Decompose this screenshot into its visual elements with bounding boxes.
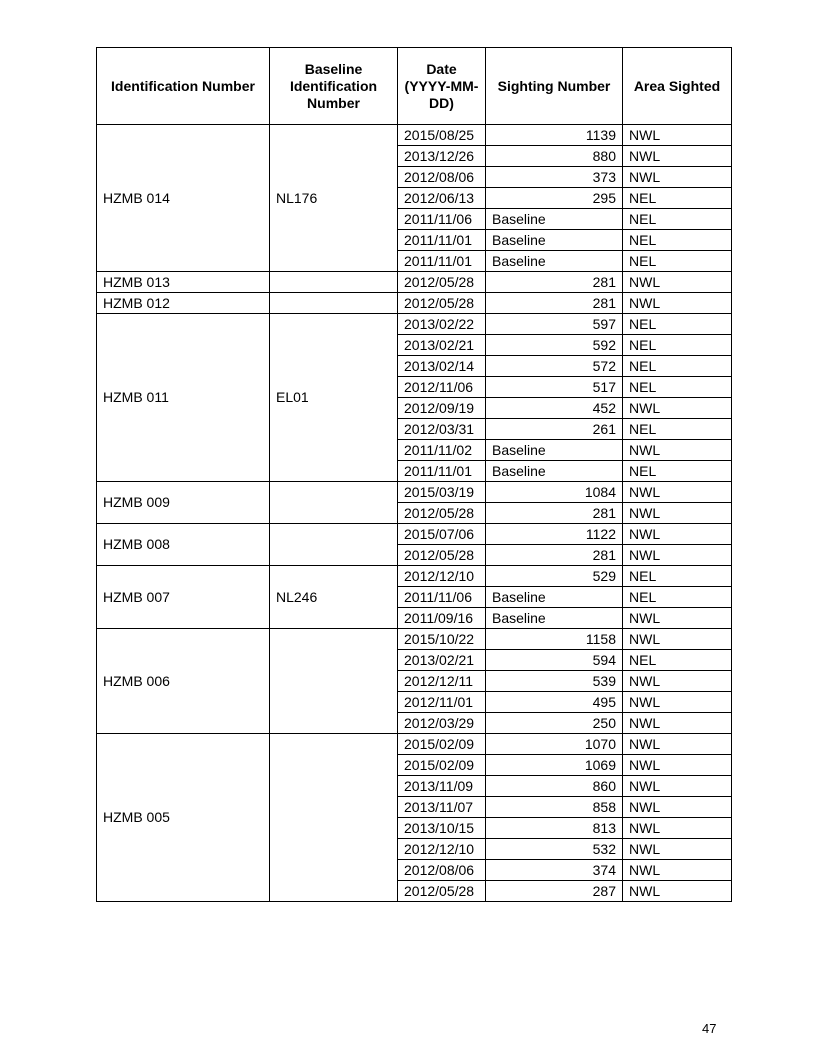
area-sighted-cell: NEL [623, 461, 732, 482]
area-sighted-cell: NEL [623, 356, 732, 377]
area-sighted-cell: NEL [623, 419, 732, 440]
baseline-identification-cell [270, 482, 398, 524]
date-cell: 2013/02/22 [398, 314, 486, 335]
sighting-number-cell: Baseline [486, 608, 623, 629]
sighting-number-cell: 281 [486, 293, 623, 314]
area-sighted-cell: NEL [623, 209, 732, 230]
date-cell: 2012/09/19 [398, 398, 486, 419]
area-sighted-cell: NWL [623, 293, 732, 314]
area-sighted-cell: NWL [623, 860, 732, 881]
date-cell: 2012/03/29 [398, 713, 486, 734]
area-sighted-cell: NEL [623, 335, 732, 356]
table-row [97, 272, 732, 293]
area-sighted-cell: NEL [623, 377, 732, 398]
identification-number-cell: HZMB 007 [97, 566, 270, 629]
sighting-number-cell: 373 [486, 167, 623, 188]
date-cell: 2013/02/21 [398, 650, 486, 671]
date-cell: 2013/11/09 [398, 776, 486, 797]
sighting-number-cell: Baseline [486, 587, 623, 608]
sighting-number-cell: 858 [486, 797, 623, 818]
date-cell: 2012/06/13 [398, 188, 486, 209]
identification-number-cell: HZMB 009 [97, 482, 270, 524]
sighting-number-cell: Baseline [486, 209, 623, 230]
table-row [97, 629, 732, 650]
baseline-identification-cell [270, 629, 398, 734]
baseline-identification-cell: NL176 [270, 125, 398, 272]
baseline-identification-cell [270, 293, 398, 314]
sighting-number-cell: Baseline [486, 251, 623, 272]
area-sighted-cell: NWL [623, 524, 732, 545]
baseline-identification-cell [270, 734, 398, 902]
area-sighted-cell: NEL [623, 566, 732, 587]
area-sighted-cell: NWL [623, 482, 732, 503]
sighting-number-cell: Baseline [486, 440, 623, 461]
sighting-number-cell: 1070 [486, 734, 623, 755]
area-sighted-cell: NWL [623, 713, 732, 734]
area-sighted-cell: NWL [623, 881, 732, 902]
sighting-number-cell: 539 [486, 671, 623, 692]
sighting-number-cell: 592 [486, 335, 623, 356]
date-cell: 2011/09/16 [398, 608, 486, 629]
table-row [97, 524, 732, 545]
sighting-number-cell: 532 [486, 839, 623, 860]
date-cell: 2012/03/31 [398, 419, 486, 440]
area-sighted-cell: NWL [623, 776, 732, 797]
date-cell: 2012/05/28 [398, 881, 486, 902]
header-area-sighted: Area Sighted [623, 48, 732, 125]
sighting-number-cell: 860 [486, 776, 623, 797]
sighting-number-cell: 261 [486, 419, 623, 440]
area-sighted-cell: NWL [623, 629, 732, 650]
sighting-number-cell: 813 [486, 818, 623, 839]
date-cell: 2011/11/01 [398, 461, 486, 482]
sighting-number-cell: 517 [486, 377, 623, 398]
date-cell: 2015/02/09 [398, 734, 486, 755]
date-cell: 2012/05/28 [398, 293, 486, 314]
date-cell: 2012/12/10 [398, 566, 486, 587]
area-sighted-cell: NEL [623, 587, 732, 608]
date-cell: 2012/12/11 [398, 671, 486, 692]
identification-number-cell: HZMB 014 [97, 125, 270, 272]
date-cell: 2013/10/15 [398, 818, 486, 839]
date-cell: 2013/11/07 [398, 797, 486, 818]
sighting-number-cell: 452 [486, 398, 623, 419]
area-sighted-cell: NEL [623, 650, 732, 671]
baseline-identification-cell: NL246 [270, 566, 398, 629]
date-cell: 2012/05/28 [398, 503, 486, 524]
identification-number-cell: HZMB 013 [97, 272, 270, 293]
table-header [97, 48, 732, 125]
date-cell: 2013/02/21 [398, 335, 486, 356]
identification-number-cell: HZMB 006 [97, 629, 270, 734]
sighting-number-cell: 295 [486, 188, 623, 209]
date-cell: 2015/08/25 [398, 125, 486, 146]
table-row [97, 293, 732, 314]
date-cell: 2015/03/19 [398, 482, 486, 503]
area-sighted-cell: NEL [623, 188, 732, 209]
area-sighted-cell: NWL [623, 125, 732, 146]
sighting-number-cell: 594 [486, 650, 623, 671]
date-cell: 2015/07/06 [398, 524, 486, 545]
date-cell: 2012/05/28 [398, 545, 486, 566]
area-sighted-cell: NWL [623, 146, 732, 167]
date-cell: 2015/02/09 [398, 755, 486, 776]
identification-number-cell: HZMB 012 [97, 293, 270, 314]
table-body [97, 125, 732, 902]
sighting-number-cell: 880 [486, 146, 623, 167]
sighting-number-cell: 1084 [486, 482, 623, 503]
area-sighted-cell: NWL [623, 692, 732, 713]
header-identification-number: Identification Number [97, 48, 270, 125]
area-sighted-cell: NWL [623, 440, 732, 461]
sighting-number-cell: Baseline [486, 461, 623, 482]
area-sighted-cell: NWL [623, 734, 732, 755]
table-row [97, 566, 732, 587]
sighting-number-cell: 250 [486, 713, 623, 734]
date-cell: 2012/08/06 [398, 167, 486, 188]
sighting-number-cell: 287 [486, 881, 623, 902]
sighting-number-cell: 374 [486, 860, 623, 881]
sighting-number-cell: 572 [486, 356, 623, 377]
area-sighted-cell: NWL [623, 167, 732, 188]
date-cell: 2011/11/06 [398, 209, 486, 230]
baseline-identification-cell [270, 272, 398, 293]
sighting-number-cell: 529 [486, 566, 623, 587]
table-row [97, 734, 732, 755]
date-cell: 2011/11/01 [398, 251, 486, 272]
date-cell: 2013/02/14 [398, 356, 486, 377]
sighting-number-cell: 495 [486, 692, 623, 713]
area-sighted-cell: NWL [623, 398, 732, 419]
area-sighted-cell: NWL [623, 797, 732, 818]
header-sighting-number: Sighting Number [486, 48, 623, 125]
area-sighted-cell: NWL [623, 608, 732, 629]
date-cell: 2012/08/06 [398, 860, 486, 881]
date-cell: 2012/12/10 [398, 839, 486, 860]
sightings-table [96, 47, 732, 902]
date-cell: 2011/11/02 [398, 440, 486, 461]
date-cell: 2012/11/06 [398, 377, 486, 398]
date-cell: 2011/11/06 [398, 587, 486, 608]
header-baseline-identification-number: Baseline Identification Number [270, 48, 398, 125]
area-sighted-cell: NWL [623, 671, 732, 692]
area-sighted-cell: NEL [623, 230, 732, 251]
sighting-number-cell: 1122 [486, 524, 623, 545]
identification-number-cell: HZMB 008 [97, 524, 270, 566]
date-cell: 2013/12/26 [398, 146, 486, 167]
sighting-number-cell: 281 [486, 545, 623, 566]
identification-number-cell: HZMB 011 [97, 314, 270, 482]
area-sighted-cell: NWL [623, 545, 732, 566]
page-number: 47 [702, 1021, 717, 1036]
sighting-number-cell: 1069 [486, 755, 623, 776]
sighting-number-cell: 281 [486, 272, 623, 293]
header-row [97, 48, 732, 125]
identification-number-cell: HZMB 005 [97, 734, 270, 902]
sighting-number-cell: 1139 [486, 125, 623, 146]
date-cell: 2011/11/01 [398, 230, 486, 251]
sighting-number-cell: 281 [486, 503, 623, 524]
area-sighted-cell: NWL [623, 503, 732, 524]
area-sighted-cell: NWL [623, 272, 732, 293]
header-date: Date (YYYY-MM-DD) [398, 48, 486, 125]
date-cell: 2015/10/22 [398, 629, 486, 650]
table-row [97, 314, 732, 335]
area-sighted-cell: NEL [623, 314, 732, 335]
sighting-number-cell: 597 [486, 314, 623, 335]
sighting-number-cell: 1158 [486, 629, 623, 650]
area-sighted-cell: NWL [623, 818, 732, 839]
date-cell: 2012/05/28 [398, 272, 486, 293]
table-row [97, 125, 732, 146]
sighting-number-cell: Baseline [486, 230, 623, 251]
baseline-identification-cell [270, 524, 398, 566]
baseline-identification-cell: EL01 [270, 314, 398, 482]
area-sighted-cell: NWL [623, 755, 732, 776]
area-sighted-cell: NEL [623, 251, 732, 272]
area-sighted-cell: NWL [623, 839, 732, 860]
table-row [97, 482, 732, 503]
date-cell: 2012/11/01 [398, 692, 486, 713]
